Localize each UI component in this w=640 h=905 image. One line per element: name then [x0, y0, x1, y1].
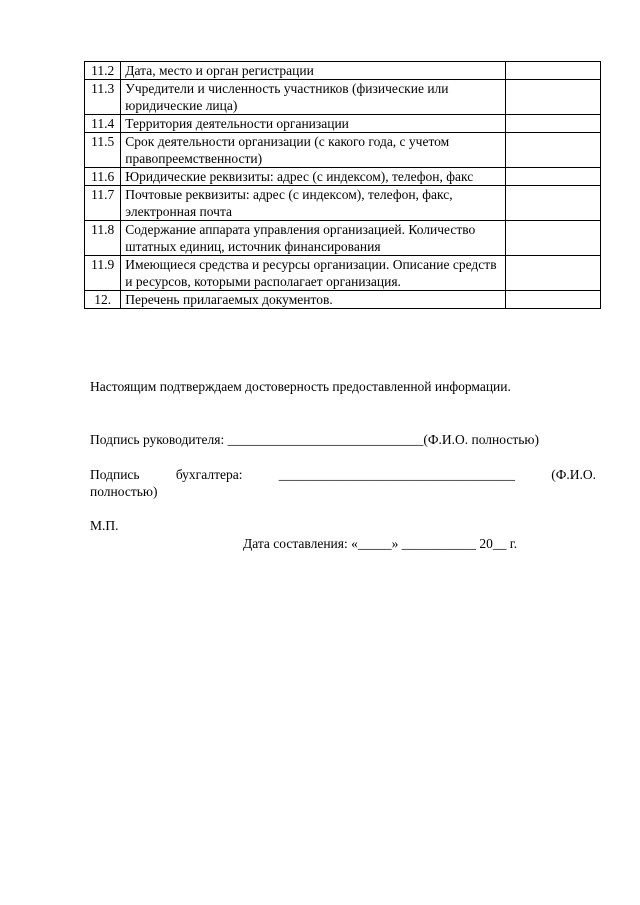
table-row	[85, 133, 601, 168]
row-description: Содержание аппарата управления организацией. Количество штатных единиц, источник финансирования	[121, 221, 506, 256]
table-row	[85, 221, 601, 256]
row-number: 11.8	[85, 221, 121, 256]
stamp-place-label: М.П.	[90, 518, 119, 533]
confirmation-statement: Настоящим подтверждаем достоверность предоставленной информации.	[90, 379, 511, 394]
row-description: Территория деятельности организации	[121, 115, 506, 133]
row-answer-cell[interactable]	[506, 291, 601, 309]
row-answer-cell[interactable]	[506, 186, 601, 221]
accountant-signature-block	[90, 466, 596, 500]
row-answer-cell[interactable]	[506, 62, 601, 80]
row-answer-cell[interactable]	[506, 80, 601, 115]
row-number: 11.9	[85, 256, 121, 291]
table-row	[85, 291, 601, 309]
accountant-signature-blank[interactable]: ___________________________________	[278, 467, 515, 482]
table-body	[85, 62, 601, 309]
accountant-signature-line	[90, 466, 596, 483]
row-answer-cell[interactable]	[506, 256, 601, 291]
accountant-label-part1: Подпись	[90, 467, 140, 482]
row-number: 11.4	[85, 115, 121, 133]
row-description: Дата, место и орган регистрации	[121, 62, 506, 80]
head-signature-line: Подпись руководителя: _____________________________(Ф.И.О. полностью)	[90, 432, 539, 447]
row-description: Срок деятельности организации (с какого года, с учетом правопреемственности)	[121, 133, 506, 168]
table-row	[85, 256, 601, 291]
table-row	[85, 80, 601, 115]
row-number: 11.5	[85, 133, 121, 168]
row-number: 12.	[85, 291, 121, 309]
row-description: Имеющиеся средства и ресурсы организации. Описание средств и ресурсов, которыми располагает организация.	[121, 256, 506, 291]
compilation-date-line: Дата составления: «_____» ___________ 20__ г.	[243, 536, 518, 551]
row-number: 11.2	[85, 62, 121, 80]
table-row	[85, 62, 601, 80]
table-row	[85, 186, 601, 221]
row-description: Учредители и численность участников (физические или юридические лица)	[121, 80, 506, 115]
accountant-fio-continuation: полностью)	[90, 484, 158, 499]
row-answer-cell[interactable]	[506, 168, 601, 186]
row-answer-cell[interactable]	[506, 221, 601, 256]
row-description: Почтовые реквизиты: адрес (с индексом), телефон, факс, электронная почта	[121, 186, 506, 221]
organization-info-table	[84, 61, 601, 309]
accountant-label-part2: бухгалтера:	[175, 467, 243, 482]
row-number: 11.6	[85, 168, 121, 186]
table-row	[85, 168, 601, 186]
row-answer-cell[interactable]	[506, 133, 601, 168]
row-description: Перечень прилагаемых документов.	[121, 291, 506, 309]
row-description: Юридические реквизиты: адрес (с индексом), телефон, факс	[121, 168, 506, 186]
row-number: 11.3	[85, 80, 121, 115]
row-number: 11.7	[85, 186, 121, 221]
table-row	[85, 115, 601, 133]
row-answer-cell[interactable]	[506, 115, 601, 133]
accountant-fio-label: (Ф.И.О.	[551, 467, 596, 482]
